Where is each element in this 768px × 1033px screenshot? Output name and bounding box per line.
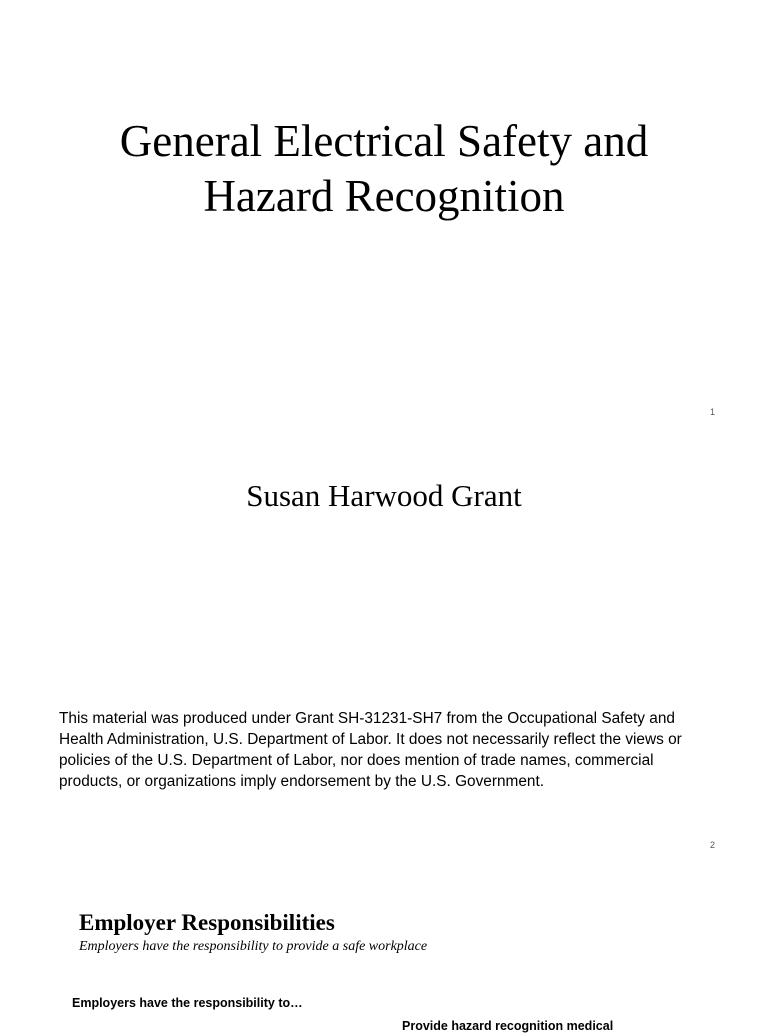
title-line-2: Hazard Recognition (203, 171, 565, 221)
grant-disclaimer: This material was produced under Grant SH-31231-SH7 from the Occupational Safety and Health Administration, U.S. Department of Labor. It does not necessarily reflect the views or policies of the U.S. Department of Labor, nor does mention of trade names, commercial products, or organizations imply endorsement by the U.S. Government. (59, 710, 682, 790)
slide-1-title (60, 114, 708, 224)
section-title: Employer Responsibilities (79, 910, 335, 935)
bullet-lead-text: Employers have the responsibility to… (72, 996, 303, 1010)
cut-off-bullet-text: Provide hazard recognition medical (402, 1019, 614, 1033)
section-subtitle: Employers have the responsibility to provide a safe workplace (79, 939, 428, 954)
page-number-1: 1 (709, 407, 715, 417)
author-name: Susan Harwood Grant (246, 478, 522, 513)
page-number-2: 2 (709, 840, 715, 850)
title-line-1: General Electrical Safety and (119, 116, 649, 166)
